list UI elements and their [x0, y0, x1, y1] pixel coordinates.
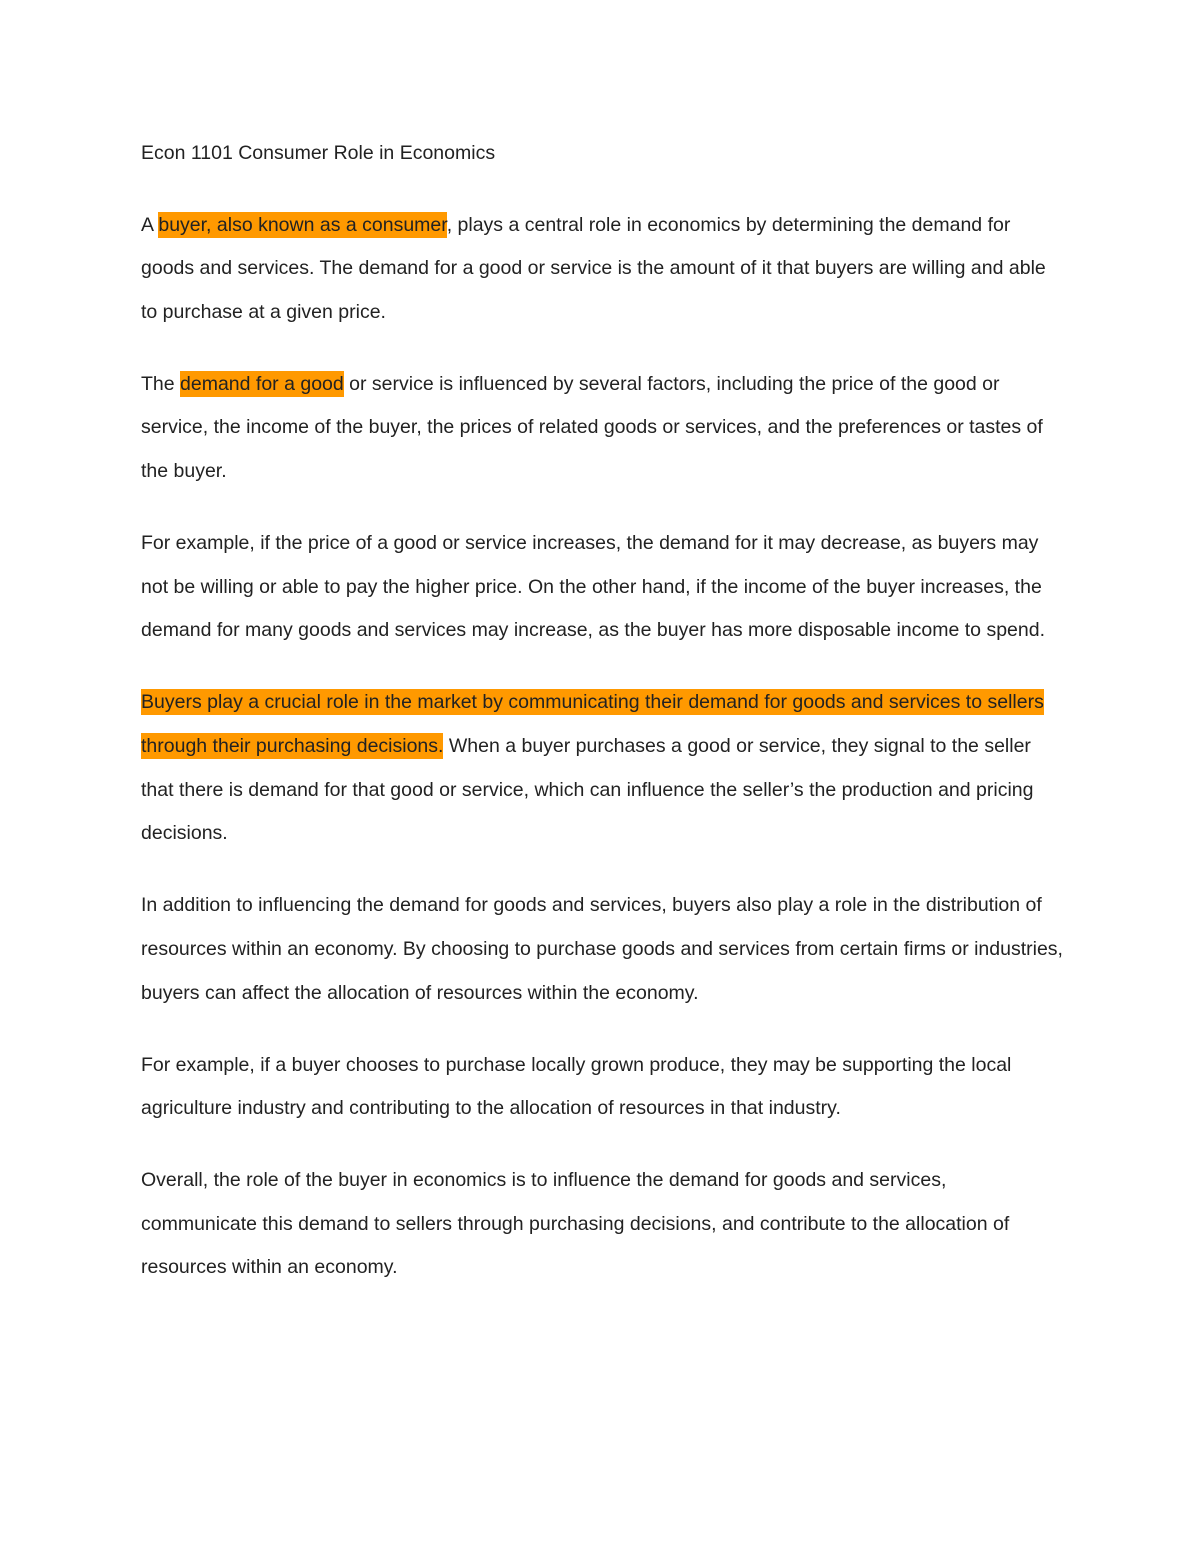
text-segment: For example, if the price of a good or service increases, the demand for it may decrease, as buyers may not be willing or able to pay the higher price. On the other hand, if the income of the buyer increases, the demand for many goods and services may increase, as the buyer has more disposable income to spend. [141, 532, 1045, 642]
paragraph [141, 204, 1066, 335]
text-segment: In addition to influencing the demand for goods and services, buyers also play a role in the distribution of resources within an economy. By choosing to purchase goods and services from certain firms or industries, buyers can affect the allocation of resources within the economy. [141, 894, 1063, 1004]
text-segment: or service is influenced by several factors, including the price of the good or service, the income of the buyer, the prices of related goods or services, and the preferences or tastes of the buyer. [141, 372, 1043, 483]
highlighted-text: buyer, also known as a consumer [158, 213, 447, 236]
text-segment: The [141, 372, 181, 395]
paragraph [141, 363, 1066, 494]
text-segment: For example, if a buyer chooses to purchase locally grown produce, they may be supporting the local agriculture industry and contributing to the allocation of resources in that industry. [141, 1053, 1012, 1120]
text-segment: A [141, 213, 159, 236]
text-segment: , plays a central role in economics by determining the demand for goods and services. The demand for a good or service is the amount of it that buyers are willing and able to purchase at a given price. [141, 213, 1046, 323]
paragraph [141, 1044, 1066, 1131]
paragraph [141, 884, 1066, 1015]
text-segment: When a buyer purchases a good or service, they signal to the seller that there is demand for that good or service, which can influence the seller’s the production and pricing decisions. [141, 735, 1034, 845]
paragraph [141, 681, 1066, 855]
document-body [141, 132, 1066, 1319]
highlighted-text: Buyers play a crucial role in the market by communicating their demand for goods and services to sellers through their purchasing decisions. [141, 691, 1044, 758]
paragraph [141, 522, 1066, 653]
text-segment: Overall, the role of the buyer in economics is to influence the demand for goods and services, communicate this demand to sellers through purchasing decisions, and contribute to the allocation of resources within an economy. [141, 1169, 1010, 1279]
document-title: Econ 1101 Consumer Role in Economics [141, 142, 496, 164]
paragraph [141, 1159, 1066, 1290]
paragraph-list [141, 204, 1066, 1290]
highlighted-text: demand for a good [180, 372, 344, 395]
